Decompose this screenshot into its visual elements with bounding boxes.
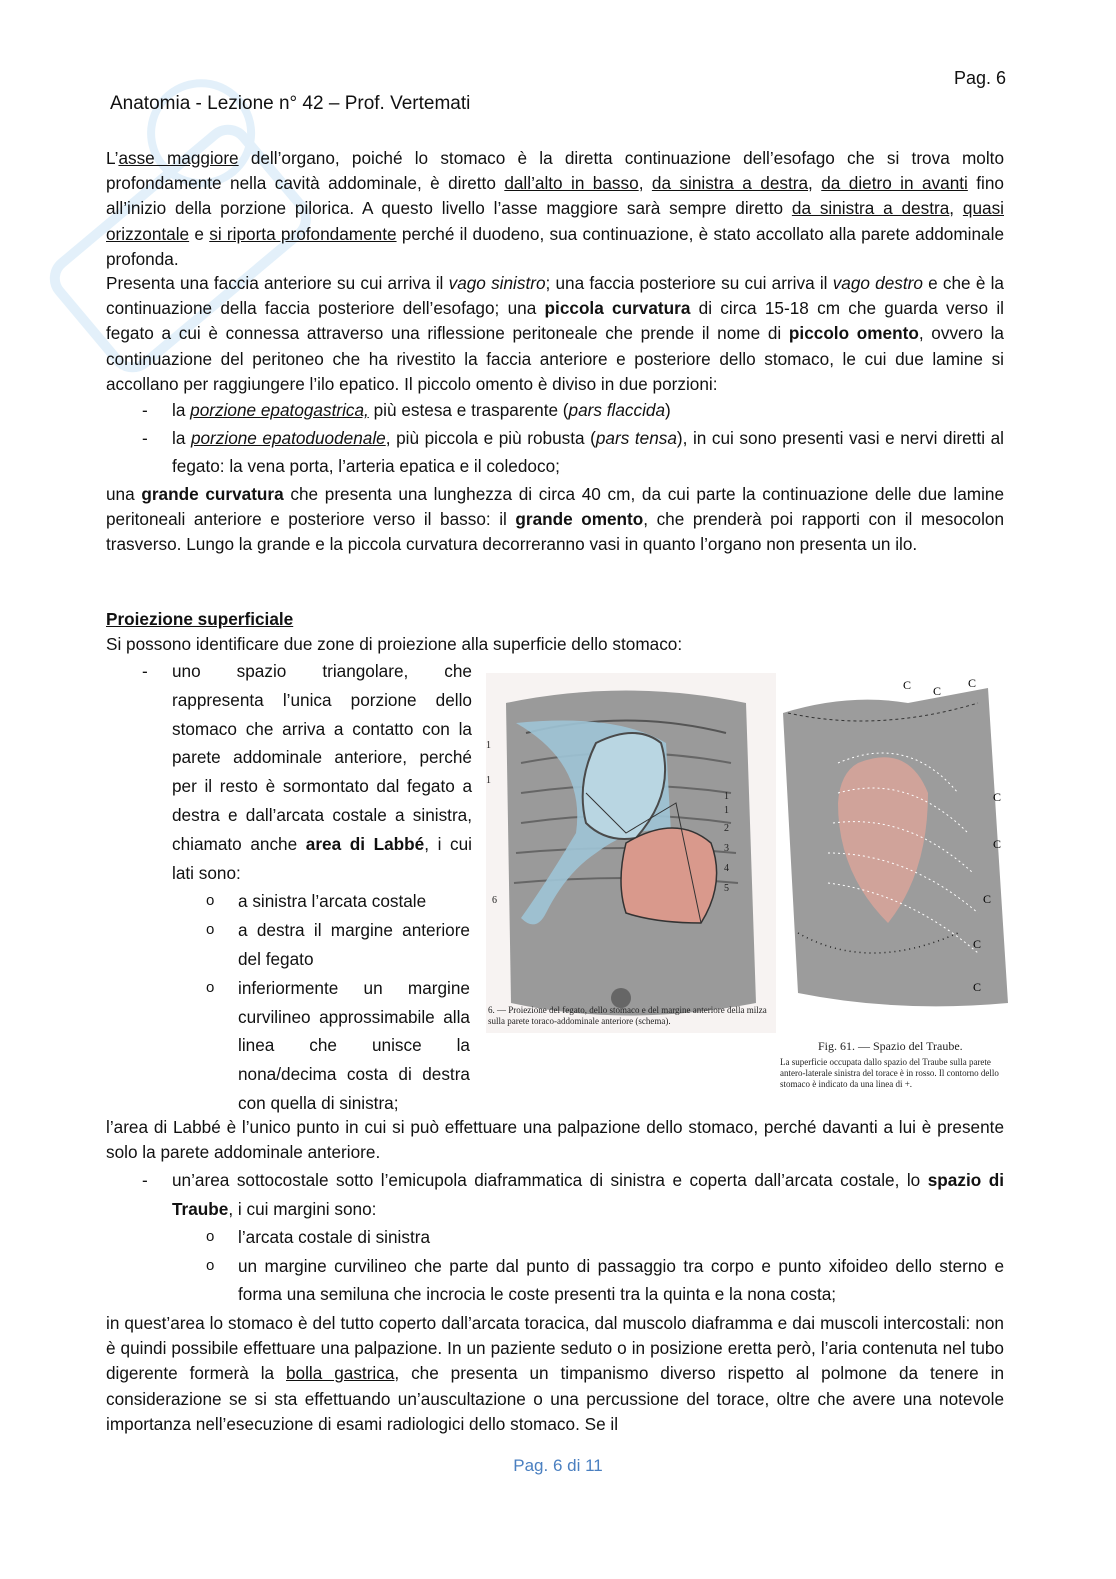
paragraph-bolla-gastrica: in quest’area lo stomaco è del tutto coperto dall’arcata toracica, dal muscolo diaframma e dai muscoli intercostali: non è quindi possibile effettuare una palpazione. In un paziente seduto o in posizione eretta però, l’aria contenuta nel tubo digerente formerà la bolla gastrica, che presenta un timpanismo diverso rispetto al polmone da tenere in considerazione se si sta effettuando un’auscultazione o una percussione del torace, oltre che avere una notevole importanza nell’esecuzione di esami radiologici dello stomaco. Se il — [106, 1313, 1005, 1434]
rib-label: C — [968, 676, 977, 690]
list-item: o a sinistra l’arcata costale — [106, 887, 470, 916]
figure-labbe-area — [486, 673, 776, 1103]
rib-label: C — [973, 937, 982, 951]
label-number: 2 — [724, 823, 729, 834]
rib-label: C — [983, 892, 992, 906]
label-number: 6 — [492, 895, 497, 906]
paragraph-facce-curvature: Presenta una faccia anteriore su cui arriva il vago sinistro; una faccia posteriore su cui arriva il vago destro e che è la continuazione della faccia posteriore dell’esofago; una piccola curvatura di circa 15-18 cm che guarda verso il fegato a cui è connessa attraverso una riflessione peritoneale che prende il nome di piccolo omento, ovvero la continuazione del peritoneo che ha rivestito la faccia anteriore e posteriore dello stomaco, le cui due lamine si accollano per raggiungere l’ilo epatico. Il piccolo omento è diviso in due porzioni: — [106, 273, 1004, 394]
page-number: Pag. 6 — [954, 68, 1007, 88]
label-number: 1 — [724, 791, 729, 802]
rib-label: C — [903, 678, 912, 692]
list-omento — [106, 396, 1004, 480]
paragraph-grande-curvatura: una grande curvatura che presenta una lunghezza di circa 40 cm, da cui parte la continuazione delle due lamine peritoneali anteriore e posteriore verso il basso: il grande omento, che prenderà poi rapporti con il mesocolon trasverso. Lungo la grande e la piccola curvatura decorreranno vasi in quanto l’organo non presenta un ilo. — [106, 484, 1005, 555]
label-number: 1 — [486, 775, 491, 786]
list-item: o un margine curvilineo che parte dal punto di passaggio tra corpo e punto xifoideo dello sterno e forma una semiluna che incrocia le coste presenti tra la quinta e la nona costa; — [106, 1252, 1004, 1309]
rib-label: C — [993, 837, 1002, 851]
list-item: o l’arcata costale di sinistra — [106, 1223, 1004, 1252]
label-number: 1 — [486, 740, 491, 751]
torso-projection-illustration — [486, 673, 776, 1103]
figure-caption: 6. — Proiezione del fegato, dello stomaco e del margine anteriore della milza sulla parete toraco-addominale anteriore (schema). — [488, 1005, 767, 1026]
list-item: o inferiormente un margine curvilineo approssimabile alla linea che unisce la nona/decima costa di destra con quella di sinistra; — [106, 974, 470, 1118]
list-item: - la porzione epatogastrica, più estesa e trasparente (pars flaccida) — [106, 396, 1004, 424]
label-number: 5 — [724, 883, 729, 894]
zone-labbe — [106, 657, 476, 1118]
document-header: Anatomia - Lezione n° 42 – Prof. Vertemati — [110, 93, 471, 114]
paragraph-labbe-palpazione: l’area di Labbé è l’unico punto in cui si può effettuare una palpazione dello stomaco, perché davanti a lui è presente solo la parete addominale anteriore. — [106, 1117, 1004, 1163]
section-title: Proiezione superficiale — [106, 609, 294, 629]
label-number: 3 — [724, 843, 729, 854]
rib-label: C — [993, 790, 1002, 804]
paragraph-asse-maggiore: L’asse maggiore dell’organo, poiché lo stomaco è la diretta continuazione dell’esofago che si trova molto profondamente nella cavità addominale, è diretto dall’alto in basso, da sinistra a destra, da dietro in avanti fino all’inizio della porzione pilorica. A questo livello l’asse maggiore sarà sempre diretto da sinistra a destra, quasi orizzontale e si riporta profondamente perché il duodeno, sua continuazione, è stato accollato alla parete addominale profonda. — [106, 148, 1004, 269]
figure-title: Fig. 61. — Spazio del Traube. — [818, 1039, 963, 1053]
label-number: 1 — [724, 805, 729, 816]
section-intro: Si possono identificare due zone di proiezione alla superficie dello stomaco: — [106, 634, 683, 654]
rib-label: C — [973, 980, 982, 994]
list-item: - uno spazio triangolare, che rappresenta l’unica porzione dello stomaco che arriva a contatto con la parete addominale anteriore, perché per il resto è sormontato dal fegato a destra e dall’arcata costale a sinistra, chiamato anche area di Labbé, i cui lati sono: — [106, 657, 472, 887]
list-item: o a destra il margine anteriore del fegato — [106, 916, 470, 974]
list-item: - la porzione epatoduodenale, più piccola e più robusta (pars tensa), in cui sono presenti vasi e nervi diretti al fegato: la vena porta, l’arteria epatica e il coledoco; — [106, 424, 1004, 480]
rib-label: C — [933, 684, 942, 698]
label-number: 4 — [724, 863, 729, 874]
list-item: - un’area sottocostale sotto l’emicupola diaframmatica di sinistra e coperta dall’arcata costale, lo spazio di Traube, i cui margini sono: — [106, 1166, 1004, 1223]
figure-caption: La superficie occupata dallo spazio del Traube sulla parete antero-laterale sinistra del torace è in rosso. Il contorno dello stomaco è indicato da una linea di +. — [780, 1057, 999, 1089]
page-footer: Pag. 6 di 11 — [513, 1456, 603, 1475]
figure-traube-space — [778, 673, 1018, 1103]
zone-traube — [106, 1166, 1004, 1309]
